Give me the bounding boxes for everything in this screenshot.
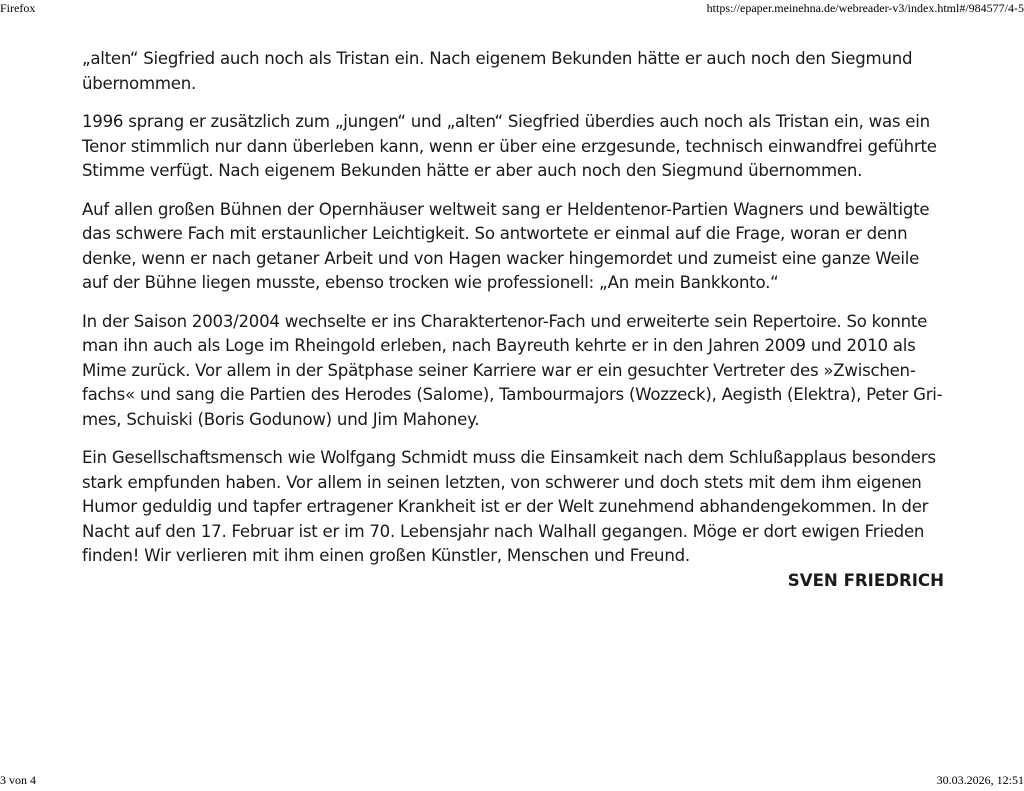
article-paragraph: Auf allen großen Bühnen der Opernhäuser weltweit sang er Heldentenor-Partien Wagners und bewältigte das schwere Fach mit erstaunlicher Leichtigkeit. So antwortete er einmal auf die Frage, woran er denn denke, wenn er nach getaner Arbeit und von Hagen wacker hingemordet und zumeist eine ganze Weile auf der Bühne liegen musste, ebenso trocken wie professionell: „An mein Bankkonto.“ [82, 199, 930, 292]
article-author: SVEN FRIEDRICH [787, 570, 944, 590]
browser-name: Firefox [0, 1, 36, 15]
print-footer [0, 773, 1024, 789]
page-number: 3 von 4 [0, 773, 36, 787]
print-header [0, 1, 1024, 17]
print-datetime: 30.03.2026, 12:51 [936, 773, 1024, 787]
article-paragraph: In der Saison 2003/2004 wechselte er ins Charaktertenor-Fach und erweiterte sein Repertoire. So konnte man ihn auch als Loge im Rheingold erleben, nach Bayreuth kehrte er in den Jahren 2009 und 2010 als Mime zurück. Vor allem in der Spätphase seiner Karriere war er ein gesuchter Vertreter des »Zwischenfachs« und sang die Partien des Herodes (Salome), Tambourmajors (Wozzeck), Aegisth (Elektra), Peter Grimes, Schuiski (Boris Godunow) und Jim Mahoney. [82, 311, 943, 429]
article-paragraph: „alten“ Siegfried auch noch als Tristan ein. Nach eigenem Bekunden hätte er auch noch den Siegmund übernommen. [82, 49, 913, 93]
article-paragraph: Ein Gesellschaftsmensch wie Wolfgang Schmidt muss die Einsamkeit nach dem Schlußapplaus besonders stark empfunden haben. Vor allem in seinen letzten, von schwerer und doch stets mit dem ihm eigenen Humor geduldig und tapfer ertragener Krankheit ist er der Welt zunehmend abhandengekommen. In der Nacht auf den 17. Februar ist er im 70. Lebensjahr nach Walhall gegangen. Möge er dort ewigen Frieden finden! Wir verlieren mit ihm einen großen Künstler, Menschen und Freund. [82, 448, 936, 565]
page-url: https://epaper.meinehna.de/webreader-v3/index.html#/984577/4-5 [706, 1, 1024, 15]
article-body [82, 47, 944, 593]
article-paragraph: 1996 sprang er zusätzlich zum „jungen“ und „alten“ Siegfried überdies auch noch als Tristan ein, was ein Tenor stimmlich nur dann überleben kann, wenn er über eine erzgesunde, technisch einwandfrei geführte Stimme verfügt. Nach eigenem Bekunden hätte er aber auch noch den Siegmund übernommen. [82, 112, 937, 180]
